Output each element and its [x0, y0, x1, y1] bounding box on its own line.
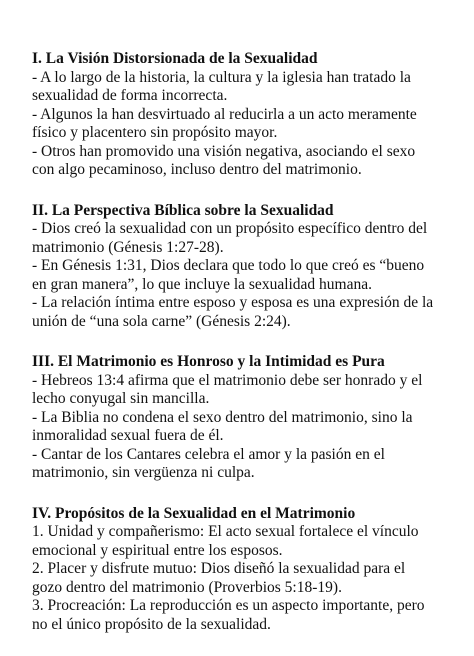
- body-line: sexualidad de forma incorrecta.: [32, 87, 228, 104]
- body-line: 2. Placer y disfrute mutuo: Dios diseñó la sexualidad para el: [32, 560, 406, 577]
- body-line: gozo dentro del matrimonio (Proverbios 5:18-19).: [32, 578, 342, 596]
- body-line: 1. Unidad y compañerismo: El acto sexual fortalece el vínculo: [32, 523, 419, 540]
- document-page: [32, 50, 452, 656]
- body-line: en gran manera”, lo que incluye la sexualidad humana.: [32, 275, 373, 293]
- body-line: no el único propósito de la sexualidad.: [32, 615, 271, 633]
- body-line: - Algunos la han desvirtuado al reducirla a un acto meramente: [32, 105, 417, 123]
- body-line: lecho conyugal sin mancilla.: [32, 390, 210, 407]
- body-line: - En Génesis 1:31, Dios declara que todo lo que creó es “bueno: [32, 257, 425, 274]
- body-line: unión de “una sola carne” (Génesis 2:24).: [32, 312, 291, 330]
- body-line: - Cantar de los Cantares celebra el amor y la pasión en el: [32, 445, 385, 463]
- body-line: - La relación íntima entre esposo y esposa es una expresión de la: [32, 294, 434, 311]
- section-vision-distorsionada: [32, 50, 452, 180]
- body-line: emocional y espiritual entre los esposos.: [32, 541, 283, 559]
- section-heading: III. El Matrimonio es Honroso y la Intimidad es Pura: [32, 353, 385, 370]
- body-line: - Dios creó la sexualidad con un propósito específico dentro del: [32, 220, 428, 237]
- body-line: con algo pecaminoso, incluso dentro del matrimonio.: [32, 161, 362, 178]
- body-line: físico y placentero sin propósito mayor.: [32, 124, 278, 141]
- section-perspectiva-biblica: [32, 202, 452, 332]
- body-line: - Otros han promovido una visión negativa, asociando el sexo: [32, 142, 416, 160]
- section-matrimonio-honroso: [32, 353, 452, 483]
- section-heading: II. La Perspectiva Bíblica sobre la Sexualidad: [32, 201, 334, 219]
- body-line: - Hebreos 13:4 afirma que el matrimonio debe ser honrado y el: [32, 371, 423, 389]
- section-propositos: [32, 505, 452, 635]
- body-line: matrimonio, sin vergüenza ni culpa.: [32, 464, 255, 481]
- body-line: - A lo largo de la historia, la cultura y la iglesia han tratado la: [32, 68, 411, 86]
- body-line: - La Biblia no condena el sexo dentro del matrimonio, sino la: [32, 408, 413, 426]
- body-line: inmoralidad sexual fuera de él.: [32, 427, 224, 444]
- body-line: matrimonio (Génesis 1:27-28).: [32, 238, 224, 256]
- body-line: 3. Procreación: La reproducción es un aspecto importante, pero: [32, 597, 425, 614]
- section-heading: I. La Visión Distorsionada de la Sexualidad: [32, 50, 318, 67]
- section-heading: IV. Propósitos de la Sexualidad en el Matrimonio: [32, 504, 356, 522]
